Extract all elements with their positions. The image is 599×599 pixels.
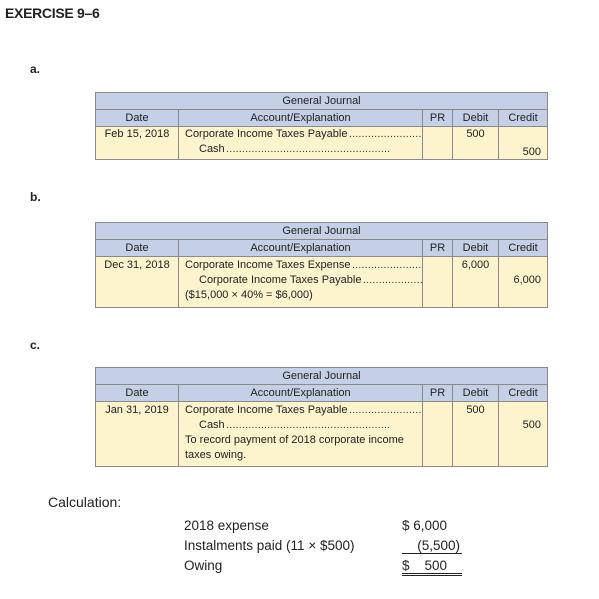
header-pr: PR [423,110,453,126]
calculation-note: ($15,000 × 40% = $6,000) [185,289,313,301]
calc-value-expense: $ 6,000 [402,518,448,533]
credit-account: Cash [199,143,225,155]
debit-account: Corporate Income Taxes Payable [185,404,348,416]
journal-b [95,222,548,308]
calculation-label: Calculation: [48,494,122,510]
credit-amount: 6,000 [513,274,541,286]
journal-header-row [96,385,547,402]
header-credit: Credit [508,242,538,254]
debit-amount: 500 [466,404,485,416]
entry-date: Jan 31, 2019 [105,404,169,416]
header-date: Date [96,110,179,126]
journal-title: General Journal [96,368,547,385]
header-account: Account/Explanation [179,385,423,401]
header-debit: Debit [453,110,499,126]
journal-c [95,367,548,467]
credit-account: Cash [199,419,225,431]
header-credit: Credit [508,112,538,124]
journal-header-row [96,240,547,257]
header-credit: Credit [508,387,538,399]
header-pr: PR [423,385,453,401]
journal-title: General Journal [96,223,547,240]
calc-label-expense: 2018 expense [184,518,269,533]
calc-label-instalments: Instalments paid (11 × $500) [184,538,355,553]
part-c-label: c. [30,338,41,352]
header-date: Date [96,385,179,401]
entry-explanation: To record payment of 2018 corporate income taxes owing. [185,434,404,461]
credit-amount: 500 [522,146,541,158]
debit-account: Corporate Income Taxes Payable [185,128,348,140]
credit-account: Corporate Income Taxes Payable [199,274,362,286]
calc-label-owing: Owing [184,558,223,573]
entry-date: Feb 15, 2018 [104,128,170,140]
calc-value-owing: $ 500 [402,558,462,576]
debit-amount: 6,000 [461,259,490,271]
journal-a [95,92,548,160]
debit-amount: 500 [466,128,485,140]
header-date: Date [96,240,179,256]
exercise-title: EXERCISE 9–6 [5,5,100,21]
header-account: Account/Explanation [179,240,423,256]
journal-header-row [96,110,547,127]
part-b-label: b. [30,190,41,204]
header-debit: Debit [453,385,499,401]
journal-entry [96,127,547,159]
header-debit: Debit [453,240,499,256]
header-account: Account/Explanation [179,110,423,126]
journal-title: General Journal [96,93,547,110]
header-pr: PR [423,240,453,256]
credit-amount: 500 [522,419,541,431]
entry-date: Dec 31, 2018 [104,259,170,271]
journal-entry [96,257,547,307]
journal-entry [96,402,547,466]
debit-account: Corporate Income Taxes Expense [185,259,351,271]
part-a-label: a. [30,62,41,76]
calc-value-instalments: (5,500) [402,538,462,554]
